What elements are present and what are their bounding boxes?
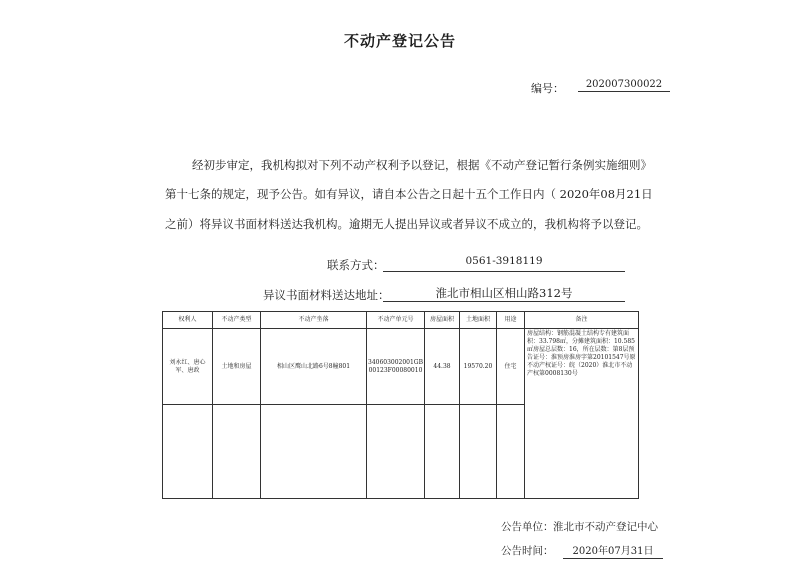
table-row [163,329,639,405]
header-type: 不动产类型 [213,312,261,329]
blank-cell [163,405,213,499]
serial-label: 编号： [531,82,564,95]
header-usage: 用途 [497,312,525,329]
serial-number: 202007300022 [578,79,670,92]
cell-unit-no: 340603002001GB00123F00080010 [367,329,425,405]
cell-usage: 住宅 [497,329,525,405]
cell-land-area: 19570.20 [460,329,497,405]
publish-date-label: 公告时间： [501,545,554,557]
publisher-value: 淮北市不动产登记中心 [553,521,658,533]
header-building-area: 房屋面积 [425,312,460,329]
document-title: 不动产登记公告 [343,32,456,50]
contact-underline [383,271,625,272]
blank-cell [425,405,460,499]
header-location: 不动产坐落 [261,312,367,329]
contact-value: 0561-3918119 [465,255,543,267]
cell-owner: 刘永红、唐心军、唐政 [163,329,213,405]
address-underline [383,301,625,302]
publish-date-value: 2020年07月31日 [563,542,663,559]
header-owner: 权利人 [163,312,213,329]
address-label: 异议书面材料送达地址： [263,288,390,302]
notice-paragraph-3: 之前）将异议书面材料送达我机构。逾期无人提出异议或者异议不成立的，我机构将予以登记。 [165,217,648,231]
table-header-row [163,312,639,329]
header-land-area: 土地面积 [460,312,497,329]
cell-building-area: 44.38 [425,329,460,405]
contact-label: 联系方式： [327,258,385,272]
header-unit-no: 不动产单元号 [367,312,425,329]
property-table [162,311,639,499]
notice-paragraph-2: 第十七条的规定，现予公告。如有异议，请自本公告之日起十五个工作日内（ 2020年08月21日 [165,187,653,201]
blank-cell [213,405,261,499]
cell-type: 土地和房屋 [213,329,261,405]
notice-paragraph-1: 经初步审定，我机构拟对下列不动产权利予以登记，根据《不动产登记暂行条例实施细则》 [192,158,652,172]
blank-cell [367,405,425,499]
publisher-label: 公告单位： [501,521,554,533]
address-value: 淮北市相山区相山路312号 [435,286,573,300]
header-notes: 备注 [525,312,639,329]
blank-cell [460,405,497,499]
blank-cell [497,405,525,499]
blank-cell [261,405,367,499]
cell-notes: 房屋结构：钢筋混凝土结构专有建筑面积：33.798㎡，分摊建筑面积：10.585㎡房屋总层数：16，所在层数：第8层预告证号：淮预房淮房字第20101547号原不动产权证号：皖（2020）淮北市不动产权第0008130号 [525,329,639,499]
cell-location: 相山区鹰山北路6号8幢801 [261,329,367,405]
